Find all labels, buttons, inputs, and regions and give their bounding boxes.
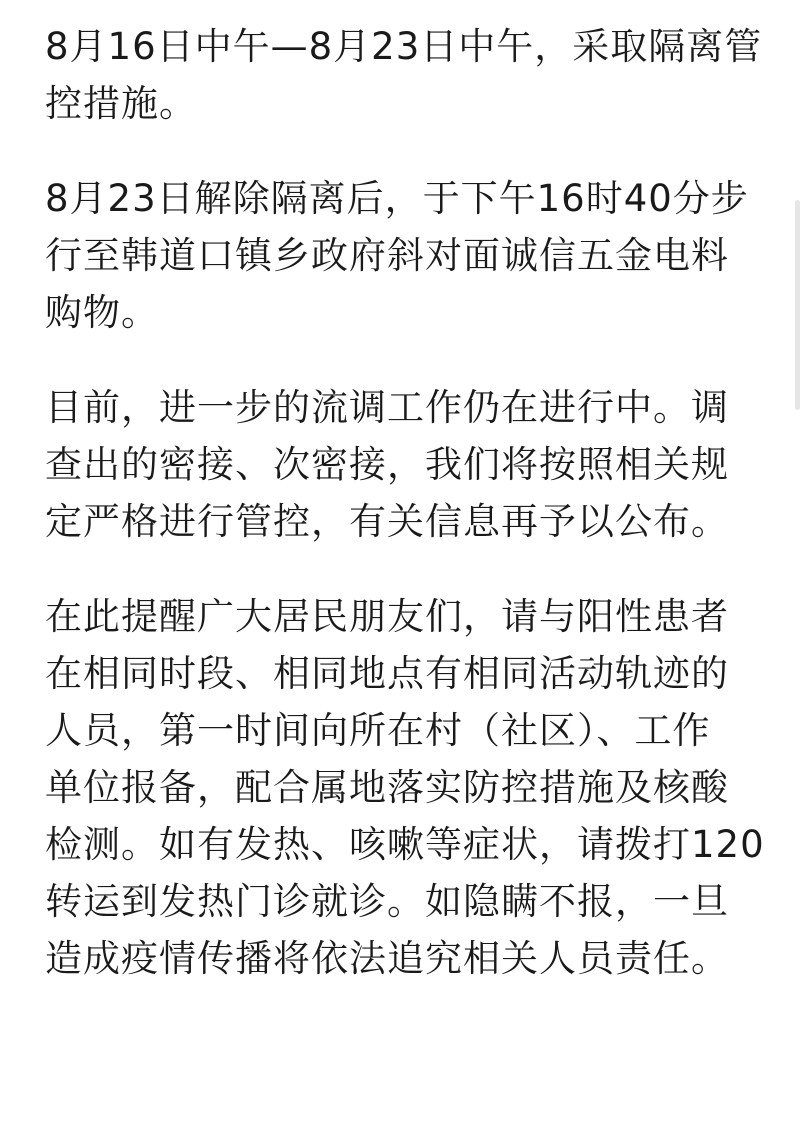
text-line: 查出的密接、次密接，我们将按照相关规 — [45, 443, 729, 486]
text-line: 在相同时段、相同地点有相同活动轨迹的 — [45, 652, 729, 695]
text-line: 行至韩道口镇乡政府斜对面诚信五金电料 — [45, 234, 729, 277]
text-line: 检测。如有发热、咳嗽等症状，请拨打120 — [45, 823, 765, 866]
text-line: 定严格进行管控，有关信息再予以公布。 — [45, 500, 729, 543]
text-line: 控措施。 — [45, 82, 197, 125]
text-line: 购物。 — [45, 291, 159, 334]
scrollbar[interactable] — [795, 200, 800, 410]
text-line: 8月16日中午—8月23日中午，采取隔离管 — [45, 25, 763, 68]
text-line: 单位报备，配合属地落实防控措施及核酸 — [45, 766, 729, 809]
text-line: 在此提醒广大居民朋友们，请与阳性患者 — [45, 595, 729, 638]
text-line: 转运到发热门诊就诊。如隐瞒不报，一旦 — [45, 880, 729, 923]
article-body — [45, 18, 765, 1025]
paragraph-isolation-period — [45, 18, 763, 132]
text-line: 人员，第一时间向所在村（社区）、工作 — [45, 709, 711, 752]
paragraph-public-reminder — [45, 588, 765, 987]
text-line: 造成疫情传播将依法追究相关人员责任。 — [45, 937, 729, 980]
paragraph-investigation-status — [45, 379, 757, 550]
paragraph-activity-track — [45, 170, 757, 341]
text-line: 目前，进一步的流调工作仍在进行中。调 — [45, 386, 729, 429]
text-line: 8月23日解除隔离后，于下午16时40分步 — [45, 177, 749, 220]
